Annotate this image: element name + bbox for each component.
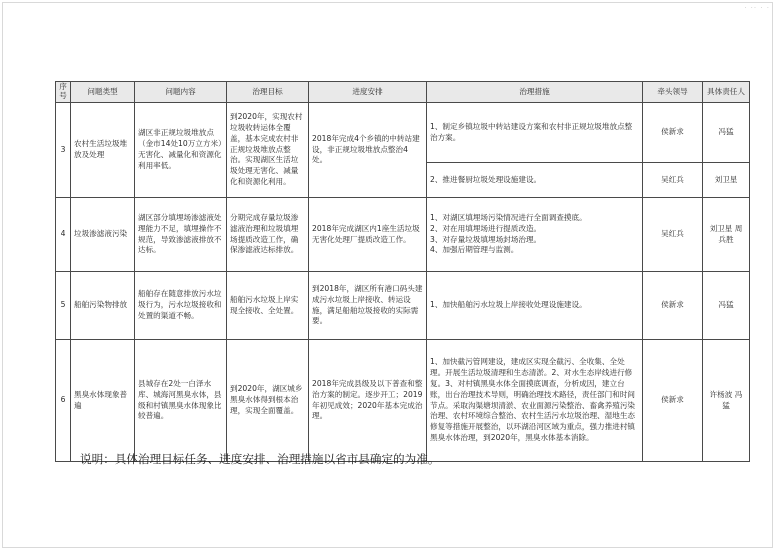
row-content: 湖区非正规垃圾堆放点（金市14处10万立方米）无害化、减量化和资源化利用率低。 — [135, 103, 227, 198]
table-row — [56, 340, 750, 462]
table-header-row — [56, 82, 750, 103]
row-measures — [427, 198, 643, 272]
row-type: 垃圾渗滤液污染 — [71, 198, 135, 272]
measure-item: 2、对在用填埋场进行提质改造。 — [430, 223, 542, 233]
header-seq: 序号 — [56, 82, 71, 103]
corner-marks: · ·· · · — [744, 4, 770, 12]
row-target: 到2020年，湖区城乡黑臭水体得到根本治理，实现全面覆盖。 — [227, 340, 309, 462]
row-seq: 3 — [56, 103, 71, 198]
row-seq: 4 — [56, 198, 71, 272]
row-lead: 侯新求 — [643, 272, 703, 340]
row-measure: 1、加快船舶污水垃圾上岸接收处理设施建设。 — [427, 272, 643, 340]
table-row — [56, 198, 750, 272]
row-target: 到2020年，实现农村垃圾收转运体全覆盖，基本完成农村非正规垃圾堆放点整治。实现湖区生活垃圾处理无害化、减量化和资源化利用。 — [227, 103, 309, 198]
row-schedule: 到2018年，湖区所有港口码头建成污水垃圾上岸接收、转运设施，满足船舶垃圾接收的实际需要。 — [309, 272, 427, 340]
measure-item: 3、对存量垃圾填埋场封场治理。 — [430, 234, 542, 244]
header-measures: 治理措施 — [427, 82, 643, 103]
row-content: 船舶存在随意排放污水垃圾行为，污水垃圾接收和处置的渠道不畅。 — [135, 272, 227, 340]
measure-item: 1、对湖区填埋场污染情况进行全面调查摸底。 — [430, 212, 587, 222]
row-target: 船舶污水垃圾上岸实现全接收、全处置。 — [227, 272, 309, 340]
row-seq: 6 — [56, 340, 71, 462]
row-target: 分期完成存量垃圾渗滤液治理和垃圾填埋场提质改造工作，确保渗滤液达标排放。 — [227, 198, 309, 272]
row-owner: 冯猛 — [703, 103, 750, 163]
measure-item: 4、加强后期管理与监测。 — [430, 245, 519, 255]
header-content: 问题内容 — [135, 82, 227, 103]
header-lead: 牵头领导 — [643, 82, 703, 103]
row-measure: 1、制定乡镇垃圾中转站建设方案和农村非正规垃圾堆放点整治方案。 — [427, 103, 643, 163]
table-row — [56, 103, 750, 163]
row-type: 黑臭水体现象普遍 — [71, 340, 135, 462]
header-schedule: 进度安排 — [309, 82, 427, 103]
row-lead: 侯新求 — [643, 103, 703, 163]
row-lead: 吴红兵 — [643, 198, 703, 272]
header-owner: 具体责任人 — [703, 82, 750, 103]
row-content: 县城存在2处一白泽水库、城海河黑臭水体，县级和村镇黑臭水体现象比较普遍。 — [135, 340, 227, 462]
row-type: 农村生活垃圾堆放及处理 — [71, 103, 135, 198]
row-measure: 2、推进餐厨垃圾处理设施建设。 — [427, 163, 643, 198]
header-type: 问题类型 — [71, 82, 135, 103]
row-lead: 吴红兵 — [643, 163, 703, 198]
row-schedule: 2018年完成4个乡镇的中转站建设，非正规垃圾堆放点整治4处。 — [309, 103, 427, 198]
row-schedule: 2018年完成县级及以下普查和整治方案的制定。逐步开工；2019年初见成效；2020年基本完成治理。 — [309, 340, 427, 462]
governance-table — [55, 81, 750, 462]
row-owner: 刘卫星 — [703, 163, 750, 198]
row-content: 湖区部分填埋场渗滤液处理能力不足，填埋操作不规范，导致渗滤液排放不达标。 — [135, 198, 227, 272]
row-schedule: 2018年完成湖区内1座生活垃圾无害化处理厂提质改造工作。 — [309, 198, 427, 272]
row-owner: 冯猛 — [703, 272, 750, 340]
row-owner: 刘卫星 周兵胜 — [703, 198, 750, 272]
row-owner: 许杨波 冯猛 — [703, 340, 750, 462]
row-seq: 5 — [56, 272, 71, 340]
header-target: 治理目标 — [227, 82, 309, 103]
table-row — [56, 272, 750, 340]
row-type: 船舶污染物排放 — [71, 272, 135, 340]
footnote: 说明：具体治理目标任务、进度安排、治理措施以省市县确定的为准。 — [80, 452, 440, 466]
row-lead: 侯新求 — [643, 340, 703, 462]
row-measure: 1、加快截污管网建设，建成区实现全截污、全收集、全处理。开展生活垃圾清理和生态清淤。2、对水生态岸线进行修复。3、对村镇黑臭水体全面摸底调查，分析成因，建立台账，出台治理技术导则，明确治理技术路径，责任部门和时间节点。采取沟渠塘坝清淤、农业面源污染整治、畜禽养殖污染治理、农村环境综合整治、农村生活污水垃圾治理、湿地生态修复等措施开展整治，以环湖沿河区域为重点，强力推进村镇黑臭水体治理，到2020年，黑臭水体基本消除。 — [427, 340, 643, 462]
